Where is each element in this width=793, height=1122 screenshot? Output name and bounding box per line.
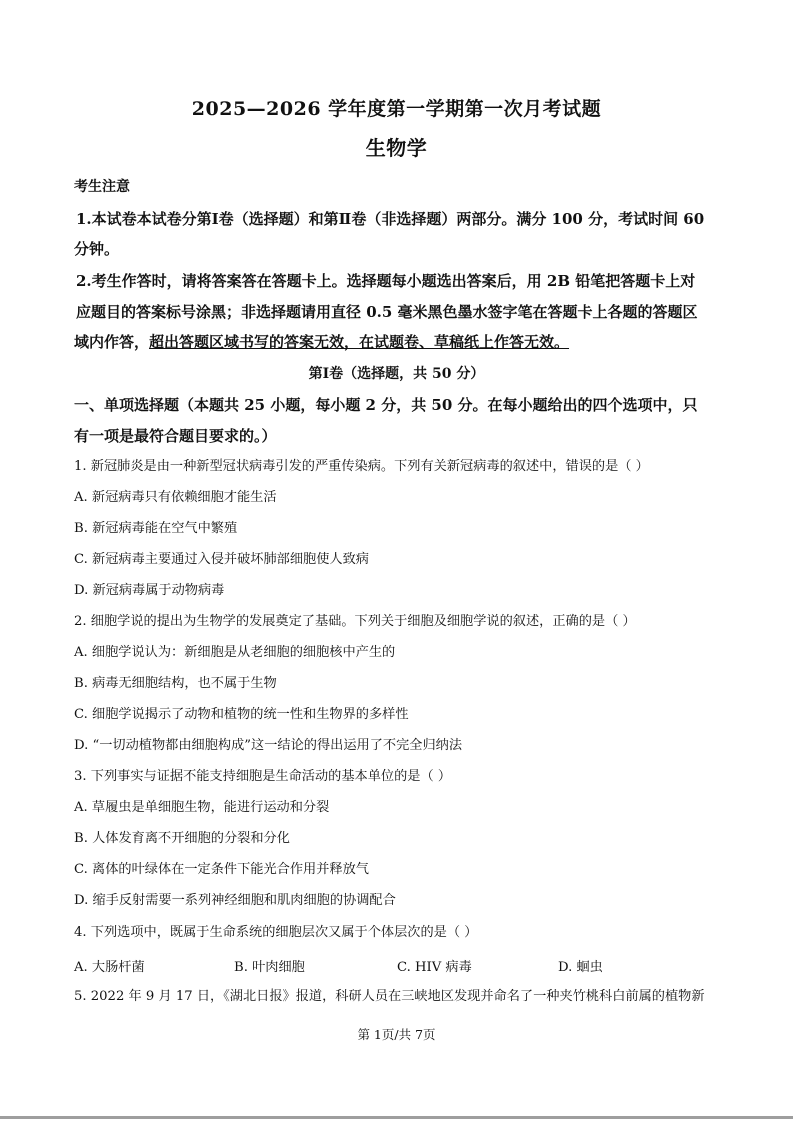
section-instructions: 一、单项选择题（本题共 25 小题，每小题 2 分，共 50 分。在每小题给出的四个选项中，只	[74, 396, 698, 414]
notice-item-2-plain: 域内作答，	[74, 333, 150, 351]
question-4-option-a: A. 大肠杆菌	[74, 960, 145, 975]
question-3-option-c: C. 离体的叶绿体在一定条件下能光合作用并释放气	[74, 862, 369, 877]
notice-item-2-underlined: 超出答题区域书写的答案无效，在试题卷、草稿纸上作答无效。	[149, 333, 570, 351]
question-4-option-c: C. HIV 病毒	[397, 960, 472, 975]
question-1-stem: 1. 新冠肺炎是由一种新型冠状病毒引发的严重传染病。下列有关新冠病毒的叙述中，错误的是（ ）	[74, 459, 649, 474]
question-4-stem: 4. 下列选项中，既属于生命系统的细胞层次又属于个体层次的是（ ）	[74, 925, 478, 940]
question-3-option-b: B. 人体发育离不开细胞的分裂和分化	[74, 831, 290, 846]
notice-item-2-cont: 应题目的答案标号涂黑；非选择题请用直径 0.5 毫米黑色墨水签字笔在答题卡上各题的答题区	[76, 303, 698, 321]
section-title: 第Ⅰ卷（选择题，共 50 分）	[308, 366, 485, 382]
question-3-option-d: D. 缩手反射需要一系列神经细胞和肌肉细胞的协调配合	[74, 893, 396, 908]
question-1-option-c: C. 新冠病毒主要通过入侵并破坏肺部细胞使人致病	[74, 552, 369, 567]
question-2-option-a: A. 细胞学说认为：新细胞是从老细胞的细胞核中产生的	[74, 645, 396, 660]
notice-item-1: 1.本试卷本试卷分第Ⅰ卷（选择题）和第Ⅱ卷（非选择题）两部分。满分 100 分，考试时间 60	[76, 210, 705, 228]
subject-title: 生物学	[365, 136, 428, 160]
question-1-option-d: D. 新冠病毒属于动物病毒	[74, 583, 225, 598]
question-1-option-b: B. 新冠病毒能在空气中繁殖	[74, 521, 238, 536]
question-5-stem: 5. 2022 年 9 月 17 日，《湖北日报》报道，科研人员在三峡地区发现并命名了一种夹竹桃科白前属的植物新	[74, 989, 705, 1004]
question-3-option-a: A. 草履虫是单细胞生物，能进行运动和分裂	[74, 800, 330, 815]
notice-item-1-cont: 分钟。	[74, 240, 120, 258]
notice-item-2: 2.考生作答时，请将答案答在答题卡上。选择题每小题选出答案后，用 2B 铅笔把答题卡上对	[76, 272, 696, 290]
question-2-stem: 2. 细胞学说的提出为生物学的发展奠定了基础。下列关于细胞及细胞学说的叙述，正确的是（ ）	[74, 614, 636, 629]
question-2-option-b: B. 病毒无细胞结构，也不属于生物	[74, 676, 277, 691]
bottom-divider	[0, 1116, 793, 1119]
notice-item-2-end	[74, 333, 569, 351]
exam-title: 2025—2026 学年度第一学期第一次月考试题	[191, 98, 602, 120]
question-2-option-c: C. 细胞学说揭示了动物和植物的统一性和生物界的多样性	[74, 707, 409, 722]
question-4-option-b: B. 叶肉细胞	[234, 960, 305, 975]
section-instructions-cont: 有一项是最符合题目要求的。）	[74, 427, 277, 445]
page-number: 第 1页/共 7页	[357, 1027, 436, 1042]
question-4-option-d: D. 蛔虫	[558, 960, 603, 975]
question-2-option-d: D. “一切动植物都由细胞构成”这一结论的得出运用了不完全归纳法	[74, 738, 463, 753]
notice-heading: 考生注意	[74, 179, 130, 195]
question-1-option-a: A. 新冠病毒只有依赖细胞才能生活	[74, 490, 277, 505]
question-3-stem: 3. 下列事实与证据不能支持细胞是生命活动的基本单位的是（ ）	[74, 769, 452, 784]
